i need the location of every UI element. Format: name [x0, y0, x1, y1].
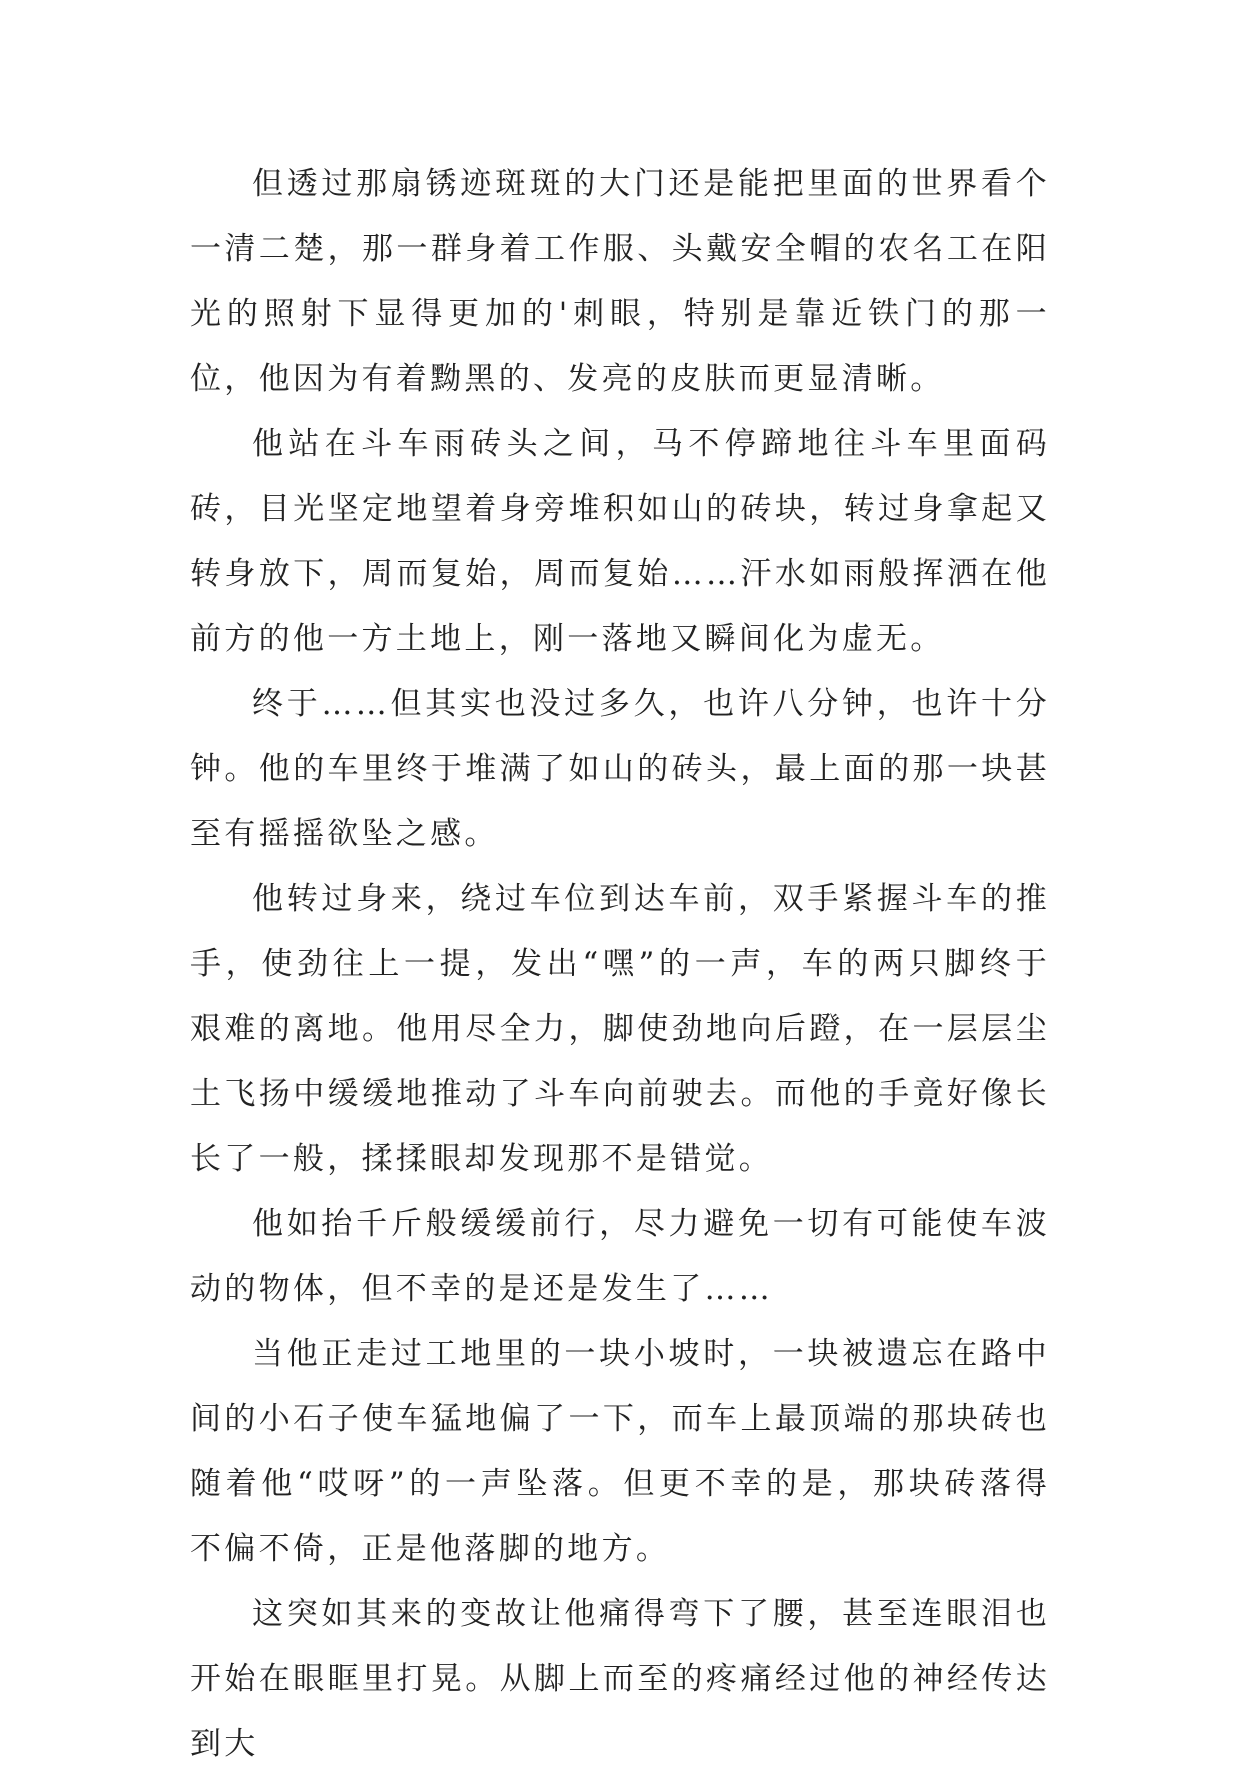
- document-body: [190, 152, 1050, 1777]
- paragraph-2: 他站在斗车雨砖头之间，马不停蹄地往斗车里面码砖，目光坚定地望着身旁堆积如山的砖块，转过身拿起又转身放下，周而复始，周而复始……汗水如雨般挥洒在他前方的他一方土地上，刚一落地又瞬间化为虚无。: [190, 426, 1050, 657]
- paragraph-5: 他如抬千斤般缓缓前行，尽力避免一切有可能使车波动的物体，但不幸的是还是发生了……: [190, 1206, 1050, 1307]
- paragraph-4: 他转过身来，绕过车位到达车前，双手紧握斗车的推手，使劲往上一提，发出“嘿”的一声，车的两只脚终于艰难的离地。他用尽全力，脚使劲地向后蹬，在一层层尘土飞扬中缓缓地推动了斗车向前驶去。而他的手竟好像长长了一般，揉揉眼却发现那不是错觉。: [190, 881, 1050, 1177]
- paragraph-3: 终于……但其实也没过多久，也许八分钟，也许十分钟。他的车里终于堆满了如山的砖头，最上面的那一块甚至有摇摇欲坠之感。: [190, 686, 1050, 852]
- paragraph-6: 当他正走过工地里的一块小坡时，一块被遗忘在路中间的小石子使车猛地偏了一下，而车上最顶端的那块砖也随着他“哎呀”的一声坠落。但更不幸的是，那块砖落得不偏不倚，正是他落脚的地方。: [190, 1336, 1050, 1567]
- paragraph-7: 这突如其来的变故让他痛得弯下了腰，甚至连眼泪也开始在眼眶里打晃。从脚上而至的疼痛经过他的神经传达到大: [190, 1596, 1050, 1762]
- paragraph-1: 但透过那扇锈迹斑斑的大门还是能把里面的世界看个一清二楚，那一群身着工作服、头戴安全帽的农名工在阳光的照射下显得更加的'刺眼，特别是靠近铁门的那一位，他因为有着黝黑的、发亮的皮肤而更显清晰。: [190, 166, 1050, 397]
